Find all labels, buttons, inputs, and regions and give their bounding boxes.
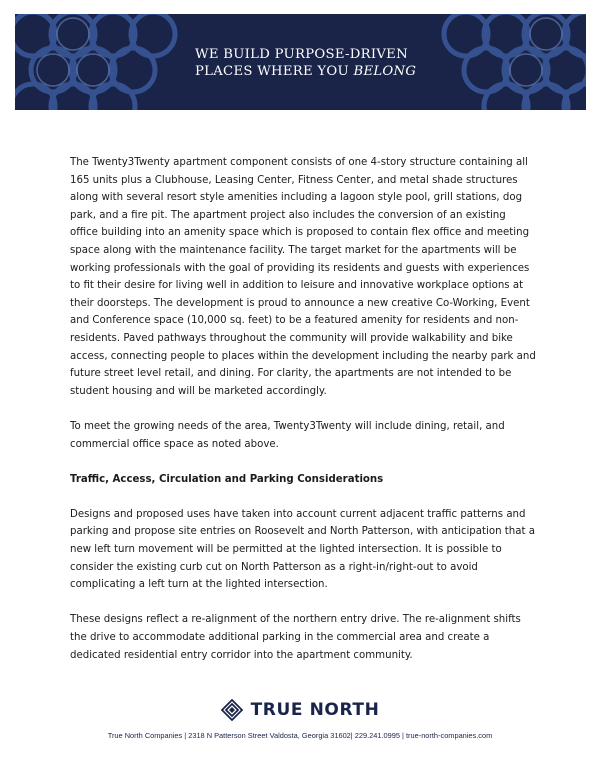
tagline-line-1: WE BUILD PURPOSE-DRIVEN [195,47,408,62]
true-north-logo [0,695,600,725]
document-body [70,154,536,682]
footer-contact: True North Companies | 2318 N Patterson Street Valdosta, Georgia 31602| 229.241.0995 | true-north-companies.com [107,731,493,740]
paragraph-realignment: These designs reflect a re-alignment of the northern entry drive. The re-alignment shifts the drive to accommodate additional parking in the commercial area and create a dedicated residential entry corridor into the apartment community. [70,614,521,661]
tagline-emphasis: BELONG [353,64,417,79]
ring-pattern-left [15,14,185,110]
tagline-line-2 [195,63,455,80]
section-heading-traffic: Traffic, Access, Circulation and Parking Considerations [70,473,384,485]
header-banner [15,14,586,110]
ring-pattern-right [436,14,586,110]
logo-text: TRUE NORTH [250,700,380,720]
paragraph-designs-uses: Designs and proposed uses have taken into account current adjacent traffic patterns and parking and propose site entries on Roosevelt and North Patterson, with anticipation that a new left turn movement will be permitted at the lighted intersection. It is possible to consider the existing curb cut on North Patterson as a right-in/right-out to avoid complicating a left turn at the lighted intersection. [70,508,535,591]
banner-tagline [195,46,455,80]
true-north-compass-icon [221,699,243,721]
paragraph-growing-needs: To meet the growing needs of the area, Twenty3Twenty will include dining, retail, and commercial office space as noted above. [70,420,505,450]
paragraph-apartment-component: The Twenty3Twenty apartment component consists of one 4-story structure containing all 165 units plus a Clubhouse, Leasing Center, Fitness Center, and metal shade structures along with several resort style amenities including a lagoon style pool, grill stations, dog park, and a fire pit. The apartment project also includes the conversion of an existing office building into an amenity space which is proposed to contain flex office and meeting space along with the maintenance facility. The target market for the apartments will be working professionals with the goal of providing its residents and guests with experiences to fit their desire for living well in addition to leisure and innovative workplace options at their doorsteps. The development is proud to announce a new creative Co-Working, Event and Conference space (10,000 sq. feet) to be a featured amenity for residents and non-residents. Paved pathways throughout the community will provide walkability and bike access, connecting people to places within the development including the nearby park and future street level retail, and dining. For clarity, the apartments are not intended to be student housing and will be marketed accordingly. [70,157,536,397]
tagline-line-2-prefix: PLACES WHERE YOU [195,64,354,79]
